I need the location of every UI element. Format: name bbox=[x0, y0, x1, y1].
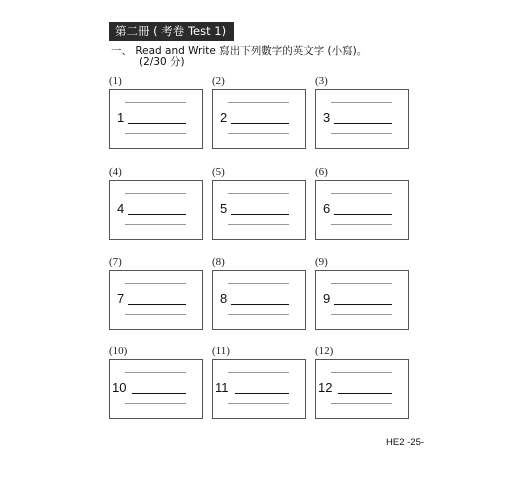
answer-line bbox=[132, 393, 186, 394]
answer-box[interactable] bbox=[109, 180, 203, 240]
answer-box[interactable] bbox=[315, 270, 409, 330]
answer-box[interactable] bbox=[212, 270, 306, 330]
numeral: 3 bbox=[323, 110, 331, 125]
numeral: 6 bbox=[323, 201, 331, 216]
numeral: 8 bbox=[220, 291, 228, 306]
answer-line bbox=[231, 123, 289, 124]
answer-box[interactable] bbox=[109, 359, 203, 419]
guide-line bbox=[125, 283, 186, 284]
numeral: 10 bbox=[112, 380, 127, 395]
answer-box[interactable] bbox=[315, 89, 409, 149]
guide-line bbox=[331, 314, 392, 315]
cell-label: (7) bbox=[109, 256, 122, 268]
cell-label: (12) bbox=[315, 345, 334, 357]
guide-line bbox=[228, 224, 289, 225]
answer-line bbox=[128, 304, 186, 305]
guide-line bbox=[125, 193, 186, 194]
numeral: 11 bbox=[215, 380, 229, 395]
answer-line bbox=[334, 304, 392, 305]
numeral: 1 bbox=[117, 110, 125, 125]
guide-line bbox=[331, 133, 392, 134]
answer-line bbox=[235, 393, 289, 394]
guide-line bbox=[125, 224, 186, 225]
cell-label: (6) bbox=[315, 166, 328, 178]
answer-box[interactable] bbox=[212, 359, 306, 419]
cell-label: (8) bbox=[212, 256, 225, 268]
guide-line bbox=[331, 372, 392, 373]
answer-box[interactable] bbox=[109, 89, 203, 149]
answer-line bbox=[334, 214, 392, 215]
guide-line bbox=[228, 193, 289, 194]
guide-line bbox=[228, 102, 289, 103]
instruction-line: 一、 Read and Write 寫出下列數字的英文字 (小寫)。 bbox=[111, 45, 368, 57]
numeral: 4 bbox=[117, 201, 125, 216]
cell-label: (10) bbox=[109, 345, 128, 357]
cell-label: (11) bbox=[212, 345, 230, 357]
guide-line bbox=[228, 403, 289, 404]
answer-line bbox=[231, 214, 289, 215]
guide-line bbox=[331, 102, 392, 103]
answer-box[interactable] bbox=[212, 89, 306, 149]
answer-box[interactable] bbox=[109, 270, 203, 330]
guide-line bbox=[125, 372, 186, 373]
answer-line bbox=[128, 123, 186, 124]
cell-label: (3) bbox=[315, 75, 328, 87]
answer-line bbox=[338, 393, 392, 394]
section-header: 第二冊 ( 考卷 Test 1) bbox=[109, 22, 234, 41]
page-number: HE2 -25- bbox=[386, 437, 425, 448]
cell-label: (2) bbox=[212, 75, 225, 87]
cell-label: (9) bbox=[315, 256, 328, 268]
answer-box[interactable] bbox=[315, 180, 409, 240]
numeral: 9 bbox=[323, 291, 331, 306]
guide-line bbox=[228, 314, 289, 315]
cell-label: (4) bbox=[109, 166, 122, 178]
guide-line bbox=[125, 403, 186, 404]
cell-label: (5) bbox=[212, 166, 225, 178]
guide-line bbox=[331, 224, 392, 225]
numeral: 2 bbox=[220, 110, 228, 125]
guide-line bbox=[228, 283, 289, 284]
answer-line bbox=[231, 304, 289, 305]
answer-line bbox=[334, 123, 392, 124]
guide-line bbox=[228, 372, 289, 373]
numeral: 7 bbox=[117, 291, 125, 306]
answer-box[interactable] bbox=[212, 180, 306, 240]
guide-line bbox=[125, 314, 186, 315]
cell-label: (1) bbox=[109, 75, 122, 87]
guide-line bbox=[125, 133, 186, 134]
instruction-points: (2/30 分) bbox=[139, 56, 185, 68]
guide-line bbox=[228, 133, 289, 134]
numeral: 5 bbox=[220, 201, 228, 216]
guide-line bbox=[331, 403, 392, 404]
answer-box[interactable] bbox=[315, 359, 409, 419]
guide-line bbox=[331, 283, 392, 284]
numeral: 12 bbox=[318, 380, 333, 395]
guide-line bbox=[125, 102, 186, 103]
guide-line bbox=[331, 193, 392, 194]
answer-line bbox=[128, 214, 186, 215]
